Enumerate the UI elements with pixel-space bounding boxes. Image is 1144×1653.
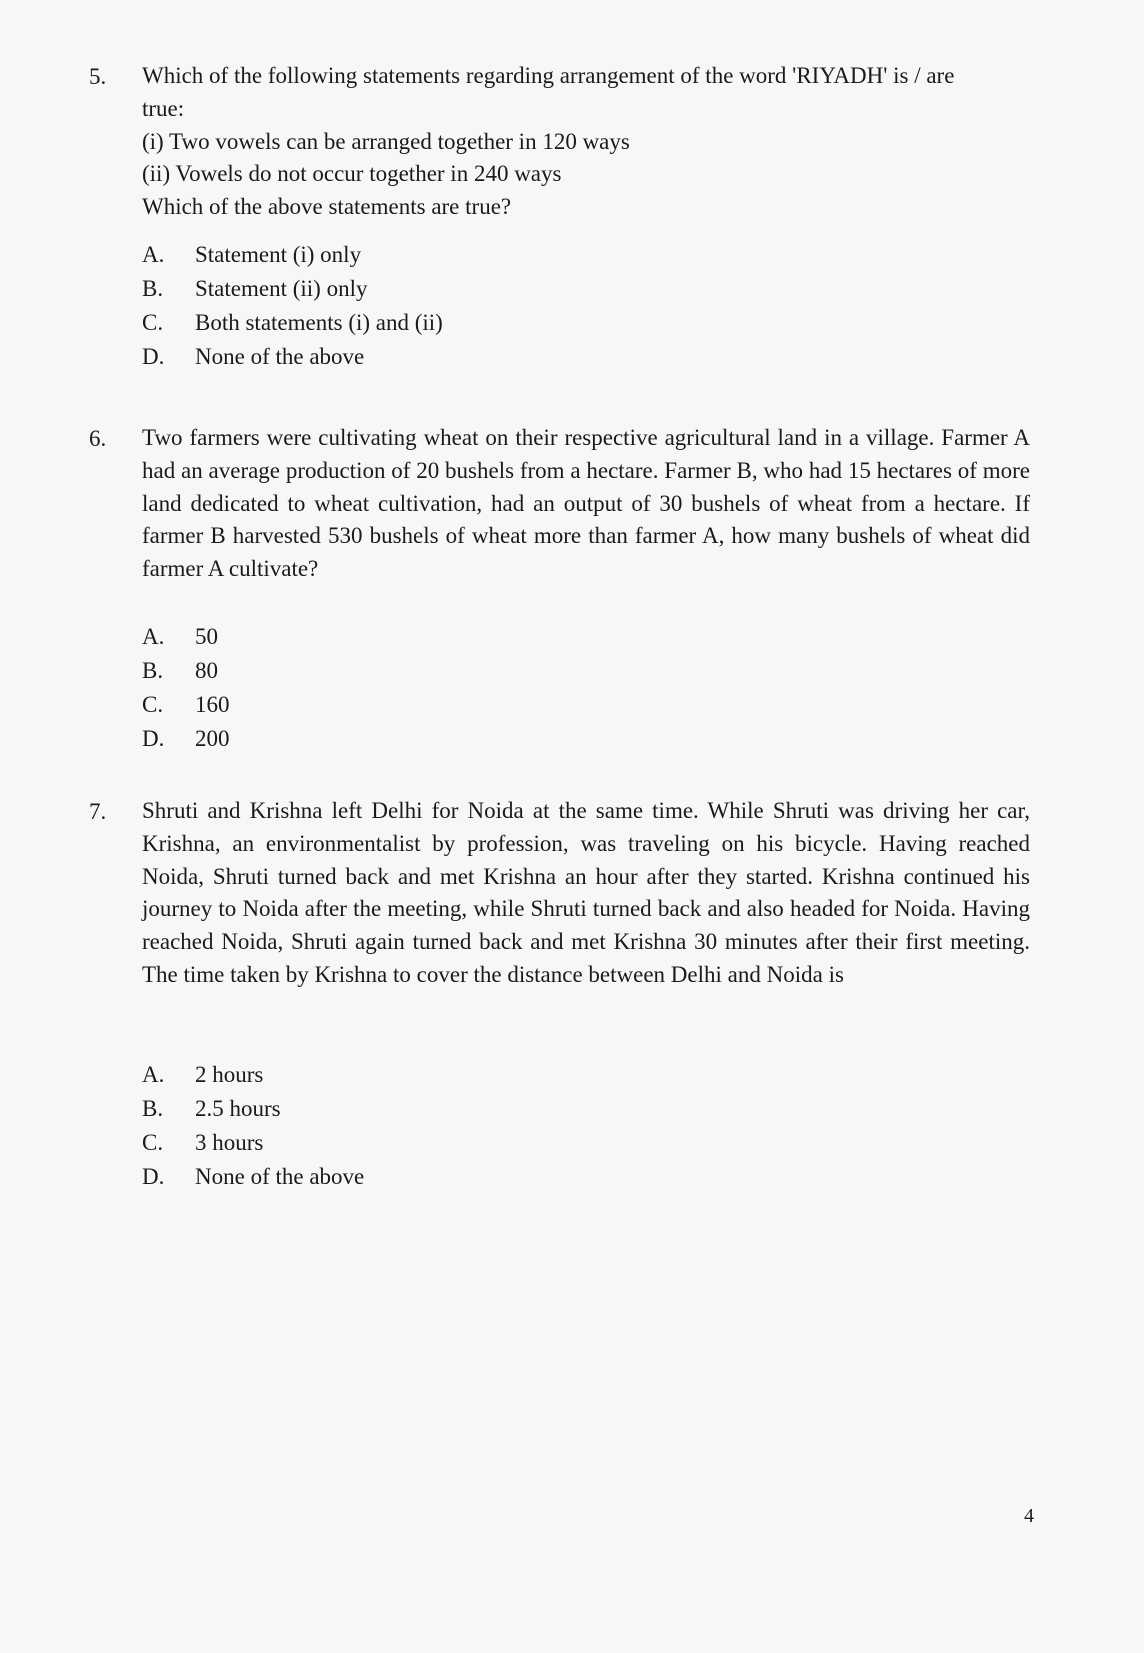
question-text: Two farmers were cultivating wheat on their respective agricultural land in a village. Farmer A had an average production of 20 bushels from a hectare. Farmer B, who had 15 hectares of more land dedicated to wheat cultivation, had an output of 30 bushels of wheat from a hectare. If farmer B harvested 530 bushels of wheat more than farmer A, how many bushels of wheat did farmer A cultivate? [142, 425, 1030, 582]
statement-ii: (ii) Vowels do not occur together in 240 ways [142, 161, 562, 187]
option-text: 50 [195, 624, 218, 649]
option-letter: A. [142, 1062, 165, 1087]
option-text: Statement (i) only [195, 242, 362, 267]
option-text: 2 hours [195, 1062, 264, 1087]
question-number: 5. [89, 64, 107, 89]
answer-options [142, 620, 230, 756]
question-number: 7. [89, 799, 107, 824]
option-letter: D. [142, 344, 165, 369]
option-letter: A. [142, 624, 165, 649]
option-d[interactable] [142, 1160, 364, 1194]
option-b[interactable] [142, 1092, 364, 1126]
option-a[interactable] [142, 1058, 364, 1092]
option-letter: B. [142, 658, 164, 683]
option-letter: B. [142, 276, 164, 301]
answer-options [142, 238, 443, 374]
option-text: None of the above [195, 344, 365, 369]
question-line: Which of the following statements regarding arrangement of the word 'RIYADH' is / are [142, 63, 955, 88]
option-letter: A. [142, 242, 165, 267]
option-text: 200 [195, 726, 230, 751]
option-letter: D. [142, 726, 165, 751]
option-letter: C. [142, 1130, 164, 1155]
question-number: 6. [89, 426, 107, 451]
answer-options [142, 1058, 364, 1194]
option-c[interactable] [142, 306, 443, 340]
option-a[interactable] [142, 238, 443, 272]
option-text: 3 hours [195, 1130, 264, 1155]
option-text: Statement (ii) only [195, 276, 368, 301]
question-text: Shruti and Krishna left Delhi for Noida at the same time. While Shruti was driving her car, Krishna, an environmentalist by profession, was traveling on his bicycle. Having reached Noida, Shruti turned back and met Krishna an hour after they started. Krishna continued his journey to Noida after the meeting, while Shruti turned back and also headed for Noida. Having reached Noida, Shruti again turned back and met Krishna 30 minutes after their first meeting. The time taken by Krishna to cover the distance between Delhi and Noida is [142, 798, 1030, 987]
option-text: 160 [195, 692, 230, 717]
option-c[interactable] [142, 1126, 364, 1160]
option-text: Both statements (i) and (ii) [195, 310, 443, 335]
option-letter: C. [142, 692, 164, 717]
option-letter: D. [142, 1164, 165, 1189]
option-d[interactable] [142, 722, 230, 756]
question-text [142, 60, 1032, 224]
question-line: true: [142, 95, 185, 121]
option-text: 2.5 hours [195, 1096, 281, 1121]
option-b[interactable] [142, 272, 443, 306]
option-a[interactable] [142, 620, 230, 654]
page-number: 4 [1024, 1505, 1034, 1527]
option-text: None of the above [195, 1164, 365, 1189]
statement-i: (i) Two vowels can be arranged together in 120 ways [142, 128, 630, 154]
question-line: Which of the above statements are true? [142, 194, 512, 220]
option-d[interactable] [142, 340, 443, 374]
option-b[interactable] [142, 654, 230, 688]
option-letter: B. [142, 1096, 164, 1121]
option-c[interactable] [142, 688, 230, 722]
option-letter: C. [142, 310, 164, 335]
option-text: 80 [195, 658, 218, 683]
